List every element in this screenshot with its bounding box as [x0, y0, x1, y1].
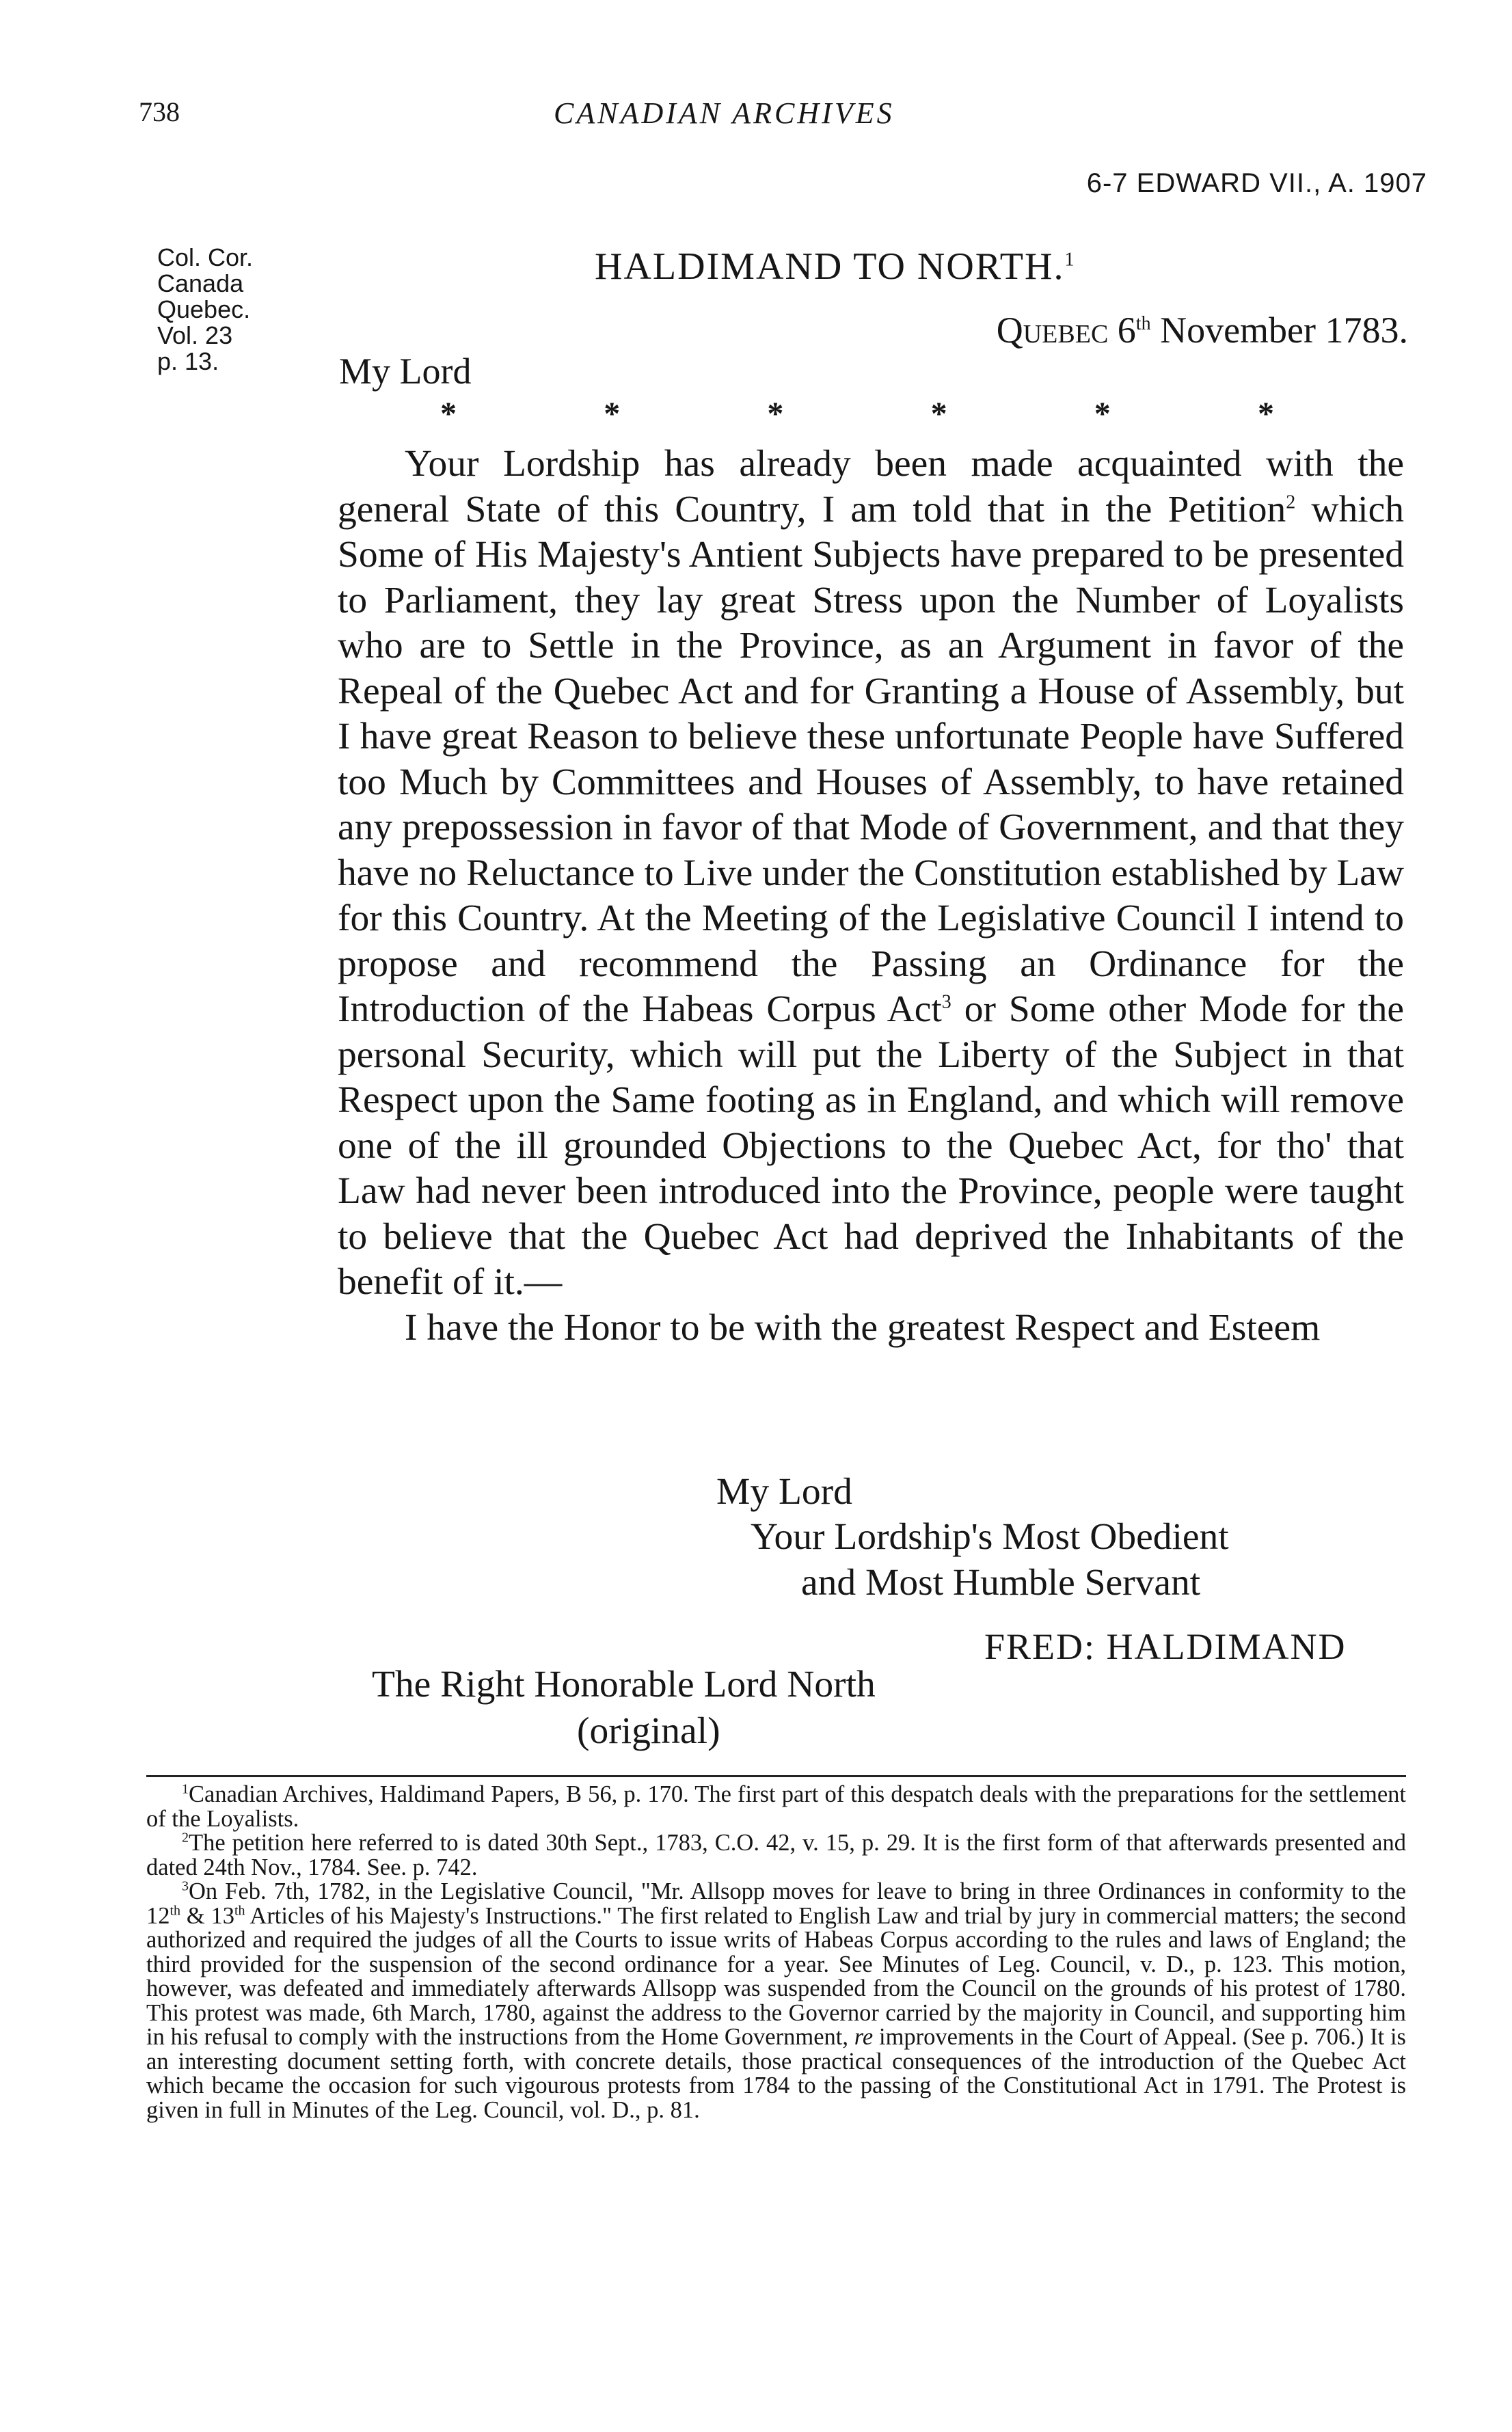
- letter-body: [338, 442, 1404, 1351]
- footnote-ref: 2: [1286, 491, 1296, 513]
- footnote-number: 3: [182, 1878, 189, 1894]
- running-title: CANADIAN ARCHIVES: [554, 96, 895, 130]
- body-paragraph: [338, 442, 1404, 1306]
- star: *: [1094, 396, 1111, 432]
- footnote: [146, 1783, 1406, 1831]
- date-place: Quebec: [996, 310, 1109, 351]
- footnote-italic: re: [854, 2024, 874, 2050]
- date-suffix: th: [1135, 313, 1151, 334]
- footnote: [146, 1880, 1406, 2122]
- volume-line: 6-7 EDWARD VII., A. 1907: [1086, 168, 1427, 198]
- margin-line: Vol. 23: [157, 321, 233, 349]
- footnote-ref: 3: [941, 991, 951, 1013]
- ordinal-suffix: th: [234, 1903, 245, 1918]
- letter-title: [595, 245, 1075, 288]
- page-number: 738: [139, 96, 180, 127]
- star: *: [440, 396, 457, 432]
- footnote-text: & 13: [180, 1902, 234, 1929]
- footnote-text: Articles of his Majesty's Instructions." The first related to English Law and trial by jury in commercial matters; the second authorized and required the judges of all the Courts to issue writs of Habeas Corpus according to the rules and laws of England; the third provided for the suspension of the second ordinance for a year. See Minutes of Leg. Council, v. D., p. 123. This motion, however, was defeated and immediately afterwards Allsopp was suspended from the Council on the grounds of his protest of 1780. This protest was made, 6th March, 1780, against the address to the Governor carried by the majority in Council, and supporting him in his refusal to comply with the instructions from the Home Government,: [146, 1902, 1406, 2050]
- footnote-number: 2: [182, 1830, 189, 1846]
- margin-line: p. 13.: [157, 347, 219, 375]
- body-text: or Some other Mode for the personal Security, which will put the Liberty of the Subject in that Respect upon the Same footing as in England, and which will remove one of the ill grounded Objections to the Quebec Act, for tho' that Law had never been introduced into the Province, people were taught to believe that the Quebec Act had deprived the Inhabitants of the benefit of it.—: [338, 988, 1404, 1303]
- star: *: [930, 396, 947, 432]
- signature: FRED: HALDIMAND: [984, 1626, 1347, 1667]
- footnote: [146, 1831, 1406, 1880]
- date-rest: November 1783.: [1160, 310, 1408, 351]
- ordinal-suffix: th: [170, 1903, 181, 1918]
- addressee: The Right Honorable Lord North: [372, 1664, 876, 1705]
- closing-line: and Most Humble Servant: [801, 1562, 1201, 1604]
- addressee-note: (original): [577, 1710, 720, 1752]
- footnote-text: The petition here referred to is dated 30th Sept., 1783, C.O. 42, v. 15, p. 29. It is the first form of that afterwards presented and dated 24th Nov., 1784. See. p. 742.: [146, 1830, 1406, 1880]
- closing-line: Your Lordship's Most Obedient: [751, 1516, 1229, 1558]
- footnote-rule: [146, 1775, 1406, 1777]
- star: *: [604, 396, 621, 432]
- title-text: HALDIMAND TO NORTH.: [595, 245, 1065, 288]
- date-day: 6: [1117, 310, 1136, 351]
- margin-line: Quebec.: [157, 295, 251, 323]
- ellipsis-stars: [440, 395, 1274, 433]
- dateline: [997, 309, 1408, 351]
- body-text: Your Lordship has already been made acquainted with the general State of this Country, I am told that in the Petition: [338, 443, 1404, 530]
- footnotes: [146, 1783, 1406, 2122]
- margin-line: Col. Cor.: [157, 243, 254, 271]
- body-text: which Some of His Majesty's Antient Subjects have prepared to be presented to Parliament, they lay great Stress upon the Number of Loyalists who are to Settle in the Province, as an Argument in favor of the Repeal of the Quebec Act and for Granting a House of Assembly, but I have great Reason to believe these unfortunate People have Suffered too Much by Committees and Houses of Assembly, to have retained any prepossession in favor of that Mode of Government, and that they have no Reluctance to Live under the Constitution established by Law for this Country. At the Meeting of the Legislative Council I intend to propose and recommend the Passing an Ordinance for the Introduction of the Habeas Corpus Act: [338, 488, 1405, 1030]
- margin-line: Canada: [157, 269, 244, 297]
- body-paragraph: I have the Honor to be with the greatest Respect and Esteem: [405, 1306, 1321, 1349]
- footnote-number: 1: [182, 1781, 189, 1797]
- star: *: [1257, 396, 1274, 432]
- margin-citation: [157, 245, 253, 375]
- footnote-text: On Feb. 7th, 1782, in the Legislative Council, "Mr. Allsopp moves for leave to bring in three Ordinances in conformity to the 12: [146, 1878, 1406, 1929]
- closing-line: My Lord: [716, 1471, 852, 1513]
- footnote-text: improvements in the Court of Appeal. (See p. 706.) It is an interesting document setting forth, with concrete details, those practical consequences of the introduction of the Quebec Act which became the occasion for such vigourous protests from 1784 to the passing of the Constitutional Act in 1791. The Protest is given in full in Minutes of the Leg. Council, vol. D., p. 81.: [146, 2024, 1406, 2123]
- star: *: [767, 396, 784, 432]
- footnote-text: Canadian Archives, Haldimand Papers, B 56, p. 170. The first part of this despatch deals with the preparations for the settlement of the Loyalists.: [146, 1781, 1406, 1832]
- salutation: My Lord: [339, 351, 472, 392]
- footnote-ref: 1: [1064, 249, 1076, 271]
